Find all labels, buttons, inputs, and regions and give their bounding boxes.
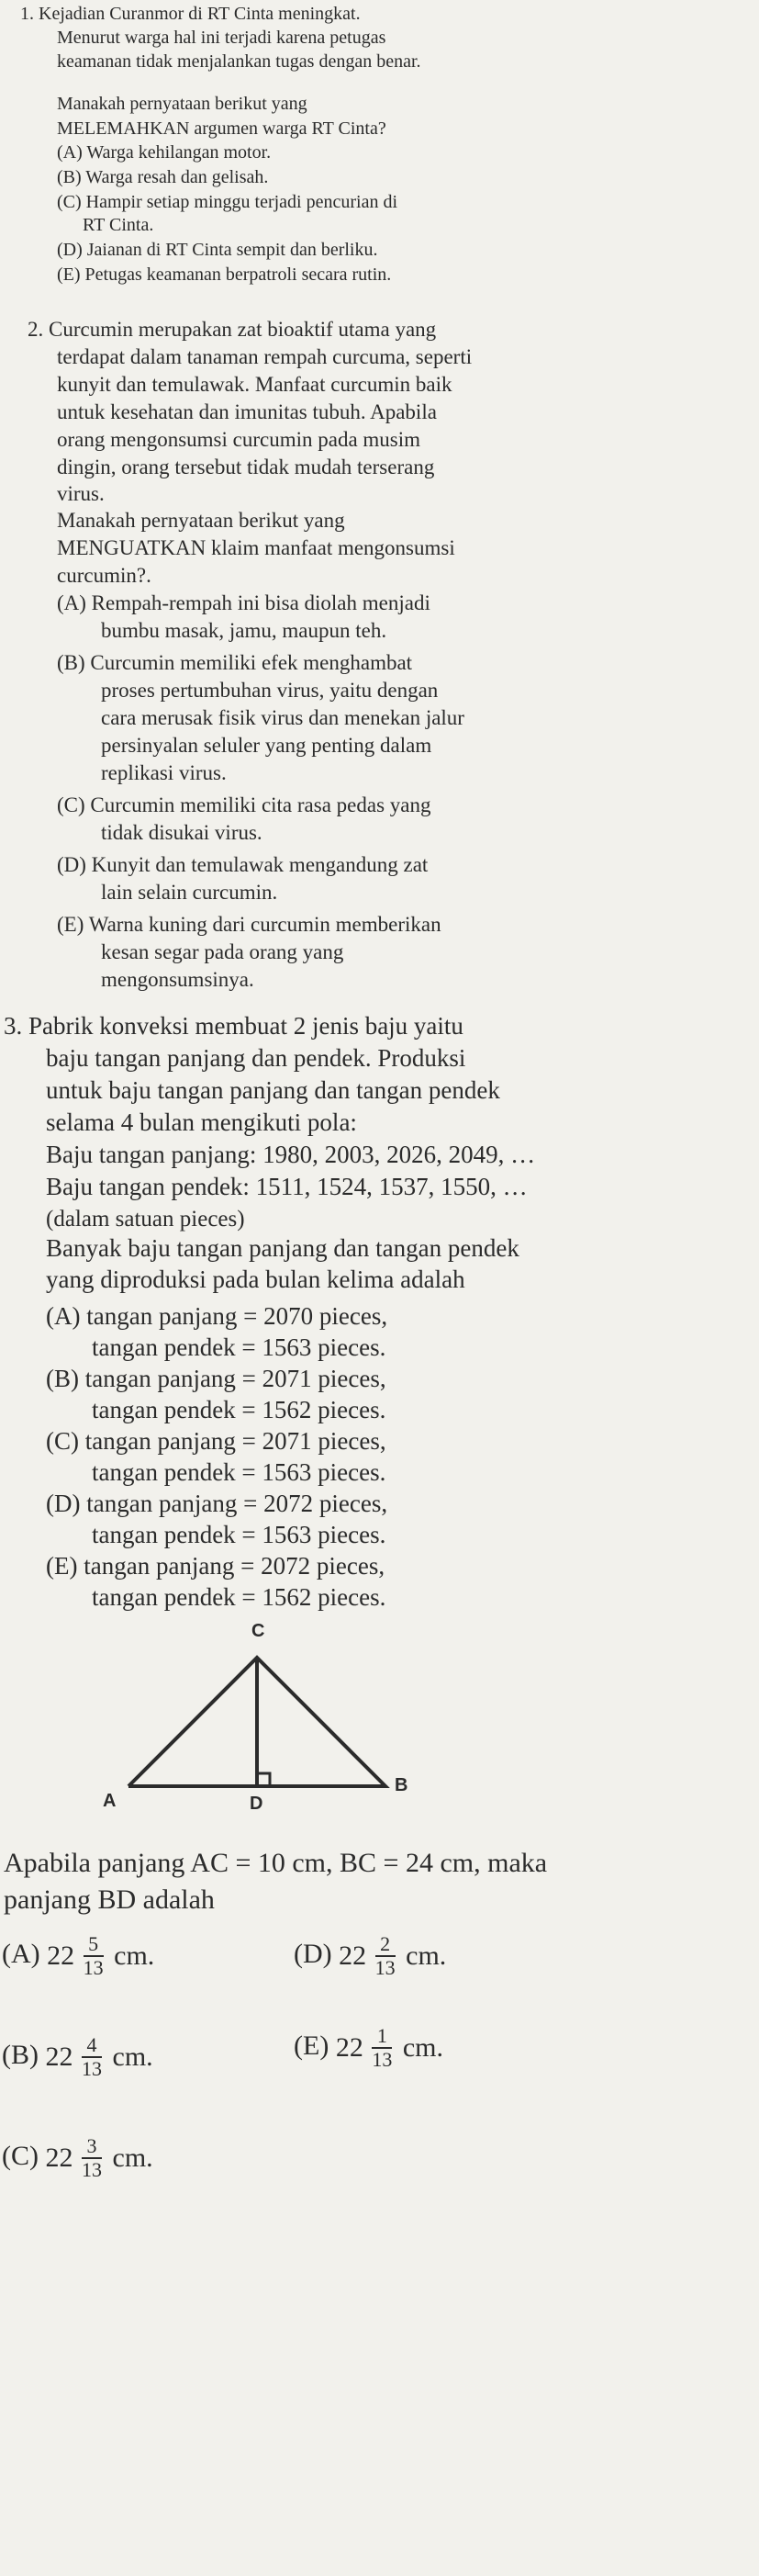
q3-option-d-cont: tangan pendek = 1563 pieces. — [92, 1521, 386, 1548]
q4-line-2: panjang BD adalah — [4, 1884, 215, 1915]
q4-option-e-whole: 22 — [335, 2032, 363, 2063]
q2-line-1: 2. Curcumin merupakan zat bioaktif utama yang — [28, 318, 437, 341]
q4-option-d-fraction — [375, 1933, 396, 1979]
q4-option-b-letter: (B) — [2, 2039, 39, 2070]
q4-option-d-num: 2 — [375, 1933, 396, 1957]
q4-option-a-unit: cm. — [114, 1940, 155, 1971]
q4-option-b-den: 13 — [82, 2057, 102, 2080]
q4-option-e — [294, 2025, 443, 2071]
q2-line-3: kunyit dan temulawak. Manfaat curcumin baik — [57, 373, 452, 396]
q4-option-d-letter: (D) — [294, 1938, 332, 1969]
q2-line-10: curcumin?. — [57, 564, 151, 587]
q2-option-e-cont-1: kesan segar pada orang yang — [101, 940, 344, 963]
q4-option-c-fraction — [82, 2135, 102, 2181]
q4-option-b-num: 4 — [82, 2034, 102, 2058]
label-d: D — [250, 1794, 263, 1814]
q4-option-d-whole: 22 — [339, 1940, 367, 1971]
q1-option-e: (E) Petugas keamanan berpatroli secara rutin. — [57, 264, 392, 285]
q3-option-a: (A) tangan panjang = 2070 pieces, — [46, 1302, 388, 1330]
q2-line-6: dingin, orang tersebut tidak mudah terserang — [57, 456, 435, 478]
q4-option-e-den: 13 — [372, 2048, 393, 2071]
q4-option-e-unit: cm. — [402, 2032, 443, 2063]
q2-option-c: (C) Curcumin memiliki cita rasa pedas yang — [57, 793, 431, 816]
q4-option-c-unit: cm. — [112, 2143, 153, 2173]
q1-option-c-cont: RT Cinta. — [83, 215, 154, 235]
q3-line-1: 3. Pabrik konveksi membuat 2 jenis baju yaitu — [4, 1012, 463, 1040]
q2-option-b-cont-2: cara merusak fisik virus dan menekan jalur — [101, 706, 464, 729]
q4-option-c-whole: 22 — [45, 2143, 73, 2173]
q4-option-c-den: 13 — [82, 2158, 102, 2181]
q2-option-d: (D) Kunyit dan temulawak mengandung zat — [57, 853, 429, 876]
q4-option-a-den: 13 — [83, 1956, 104, 1979]
q4-option-d-den: 13 — [374, 1956, 396, 1979]
q4-option-d — [294, 1933, 446, 1979]
q1-line-5: MELEMAHKAN argumen warga RT Cinta? — [57, 118, 386, 139]
q2-line-2: terdapat dalam tanaman rempah curcuma, seperti — [57, 345, 473, 368]
q4-option-c-letter: (C) — [2, 2140, 39, 2171]
label-c: C — [251, 1621, 265, 1641]
q2-option-b: (B) Curcumin memiliki efek menghambat — [57, 651, 413, 674]
q3-option-c: (C) tangan panjang = 2071 pieces, — [46, 1427, 386, 1455]
label-b: B — [395, 1775, 408, 1795]
q3-line-4: selama 4 bulan mengikuti pola: — [46, 1108, 357, 1136]
q1-option-d: (D) Jaianan di RT Cinta sempit dan berliku. — [57, 240, 378, 260]
q2-option-a-cont: bumbu masak, jamu, maupun teh. — [101, 619, 387, 642]
q4-option-b-unit: cm. — [112, 2042, 153, 2072]
q2-option-e: (E) Warna kuning dari curcumin memberikan — [57, 913, 441, 936]
q1-line-2: Menurut warga hal ini terjadi karena petugas — [57, 28, 386, 48]
q1-line-3: keamanan tidak menjalankan tugas dengan benar. — [57, 51, 421, 72]
q3-option-d: (D) tangan panjang = 2072 pieces, — [46, 1490, 388, 1517]
q3-line-8: Banyak baju tangan panjang dan tangan pendek — [46, 1234, 519, 1262]
q4-option-e-fraction — [372, 2025, 392, 2071]
q4-option-a-num: 5 — [84, 1933, 104, 1957]
q3-unit-note: (dalam satuan pieces) — [46, 1207, 245, 1232]
q4-option-e-letter: (E) — [294, 2030, 329, 2061]
q2-option-e-cont-2: mengonsumsinya. — [101, 968, 254, 991]
q4-option-c-num: 3 — [82, 2135, 102, 2159]
q4-option-b-fraction — [82, 2034, 102, 2080]
q3-line-3: untuk baju tangan panjang dan tangan pendek — [46, 1076, 500, 1104]
q4-option-c — [2, 2135, 153, 2181]
q2-option-b-cont-1: proses pertumbuhan virus, yaitu dengan — [101, 679, 439, 702]
q2-option-c-cont: tidak disukai virus. — [101, 821, 262, 844]
q2-option-d-cont: lain selain curcumin. — [101, 881, 278, 904]
q2-option-a: (A) Rempah-rempah ini bisa diolah menjadi — [57, 591, 430, 614]
q3-sequence-long: Baju tangan panjang: 1980, 2003, 2026, 2049, … — [46, 1141, 536, 1168]
q1-option-a: (A) Warga kehilangan motor. — [57, 142, 272, 163]
q2-line-5: orang mengonsumsi curcumin pada musim — [57, 428, 421, 451]
q3-option-c-cont: tangan pendek = 1563 pieces. — [92, 1458, 386, 1486]
q4-option-d-unit: cm. — [406, 1940, 447, 1971]
q2-option-b-cont-4: replikasi virus. — [101, 761, 227, 784]
q1-line-1: 1. Kejadian Curanmor di RT Cinta meningkat. — [20, 4, 361, 24]
q4-line-1: Apabila panjang AC = 10 cm, BC = 24 cm, maka — [4, 1848, 548, 1878]
q3-option-a-cont: tangan pendek = 1563 pieces. — [92, 1333, 386, 1361]
q4-option-a-letter: (A) — [2, 1938, 40, 1969]
q3-option-e: (E) tangan panjang = 2072 pieces, — [46, 1552, 385, 1580]
q4-option-a-fraction — [84, 1933, 104, 1979]
q3-line-9: yang diproduksi pada bulan kelima adalah — [46, 1266, 465, 1293]
q4-option-b-whole: 22 — [45, 2042, 73, 2072]
q3-option-b-cont: tangan pendek = 1562 pieces. — [92, 1396, 386, 1423]
triangle-figure — [92, 1621, 422, 1837]
q1-line-4: Manakah pernyataan berikut yang — [57, 94, 307, 114]
q2-line-4: untuk kesehatan dan imunitas tubuh. Apabila — [57, 400, 437, 423]
q2-option-b-cont-3: persinyalan seluler yang penting dalam — [101, 734, 432, 757]
q1-option-c: (C) Hampir setiap minggu terjadi pencurian di — [57, 192, 398, 212]
q3-sequence-short: Baju tangan pendek: 1511, 1524, 1537, 1550, … — [46, 1173, 528, 1200]
q1-option-b: (B) Warga resah dan gelisah. — [57, 167, 269, 187]
label-a: A — [103, 1791, 117, 1811]
q4-option-b — [2, 2034, 153, 2080]
q3-line-2: baju tangan panjang dan pendek. Produksi — [46, 1044, 466, 1072]
q2-line-8: Manakah pernyataan berikut yang — [57, 509, 345, 532]
q3-option-e-cont: tangan pendek = 1562 pieces. — [92, 1583, 386, 1611]
right-angle-marker — [257, 1773, 270, 1786]
q2-line-7: virus. — [57, 482, 105, 505]
q4-option-e-num: 1 — [372, 2025, 392, 2049]
q4-option-a-whole: 22 — [47, 1940, 75, 1971]
q3-option-b: (B) tangan panjang = 2071 pieces, — [46, 1365, 386, 1392]
q4-option-a — [2, 1933, 154, 1979]
q2-line-9: MENGUATKAN klaim manfaat mengonsumsi — [57, 536, 455, 559]
